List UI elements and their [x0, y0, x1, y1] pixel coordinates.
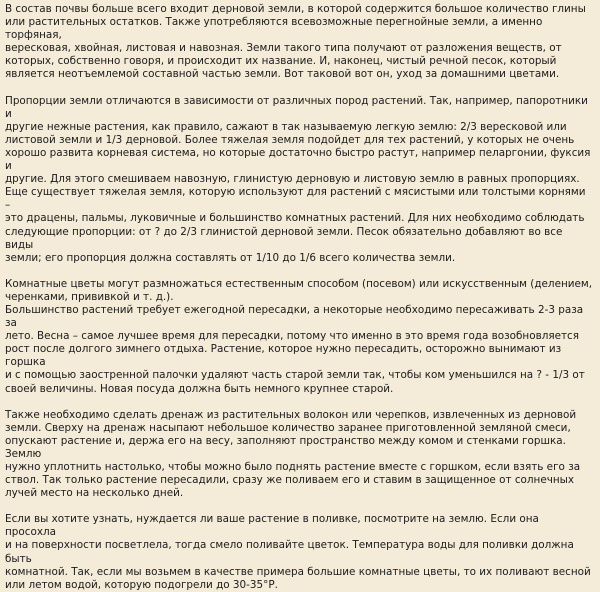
paragraph-soil-composition: В состав почвы больше всего входит дерновой земли, в которой содержится большое количество глины или растительных остатков. Также употребляются всевозможные перегнойные земли, а именно торфяная, вересковая, хвойная, листовая и навозная. Земли такого типа получают от разложения веществ, от которых, собственно говоря, и происходит их название. И, наконец, чистый речной песок, который является неотъемлемой составной частью земли. Вот таковой вот он, уход за домашними цветами. [5, 3, 586, 81]
paragraph-watering: Если вы хотите узнать, нуждается ли ваше растение в поливке, посмотрите на землю. Если она просохла и на поверхности посветлела, тогда смело поливайте цветок. Температура воды для поливки должна быть комнатной. Так, если мы возьмем в качестве примера большие комнатные цветы, то их поливают весной или летом водой, которую подогрели до 30-35°Р. [5, 513, 591, 591]
paragraph-drainage: Также необходимо сделать дренаж из растительных волокон или черепков, извлеченных из дерновой земли. Сверху на дренаж насыпают небольшое количество заранее приготовленной земляной смеси, опускают растение и, держа его на весу, заполняют пространство между комом и стенками горшка. Землю нужно уплотнить настолько, чтобы можно было поднять растение вместе с горшком, если взять его за ствол. Так только растение пересадили, сразу же поливаем его и ставим в защищенное от солнечных лучей место на несколько дней. [5, 408, 581, 500]
paragraph-soil-proportions: Пропорции земли отличаются в зависимости от различных пород растений. Так, например, папоротники и другие нежные растения, как правило, сажают в так называемую легкую землю: 2/3 вересковой или листовой земли и 1/3 дерновой. Более тяжелая земля подойдет для тех растений, у которых не очень хорошо развита корневая система, но которые достаточно быстро растут, например пеларгонии, фуксия и другие. Для этого смешиваем навозную, глинистую дерновую и листовую землю в равных пропорциях. Еще существует тяжелая земля, которую используют для растений с мясистыми или толстыми корнями – это драцены, пальмы, луковичные и большинство комнатных растений. Для них необходимо соблюдать следующие пропорции: от ? до 2/3 глинистой дерновой земли. Песок обязательно добавляют во все виды земли; его пропорция должна составлять от 1/10 до 1/6 всего количества земли. [5, 94, 591, 264]
paragraph-propagation-transplanting: Комнатные цветы могут размножаться естественным способом (посевом) или искусственным (делением, черенками, прививкой и т. д.). Большинство растений требует ежегодной пересадки, а некоторые необходимо пересаживать 2-3 раза за лето. Весна – самое лучшее время для пересадки, потому что именно в это время года возобновляется рост после долгого зимнего отдыха. Растение, которое нужно пересадить, осторожно вынимают из горшка и с помощью заостренной палочки удаляют часть старой земли так, чтобы ком уменьшился на ? - 1/3 от своей величины. Новая посуда должна быть немного крупнее старой. [5, 277, 593, 395]
